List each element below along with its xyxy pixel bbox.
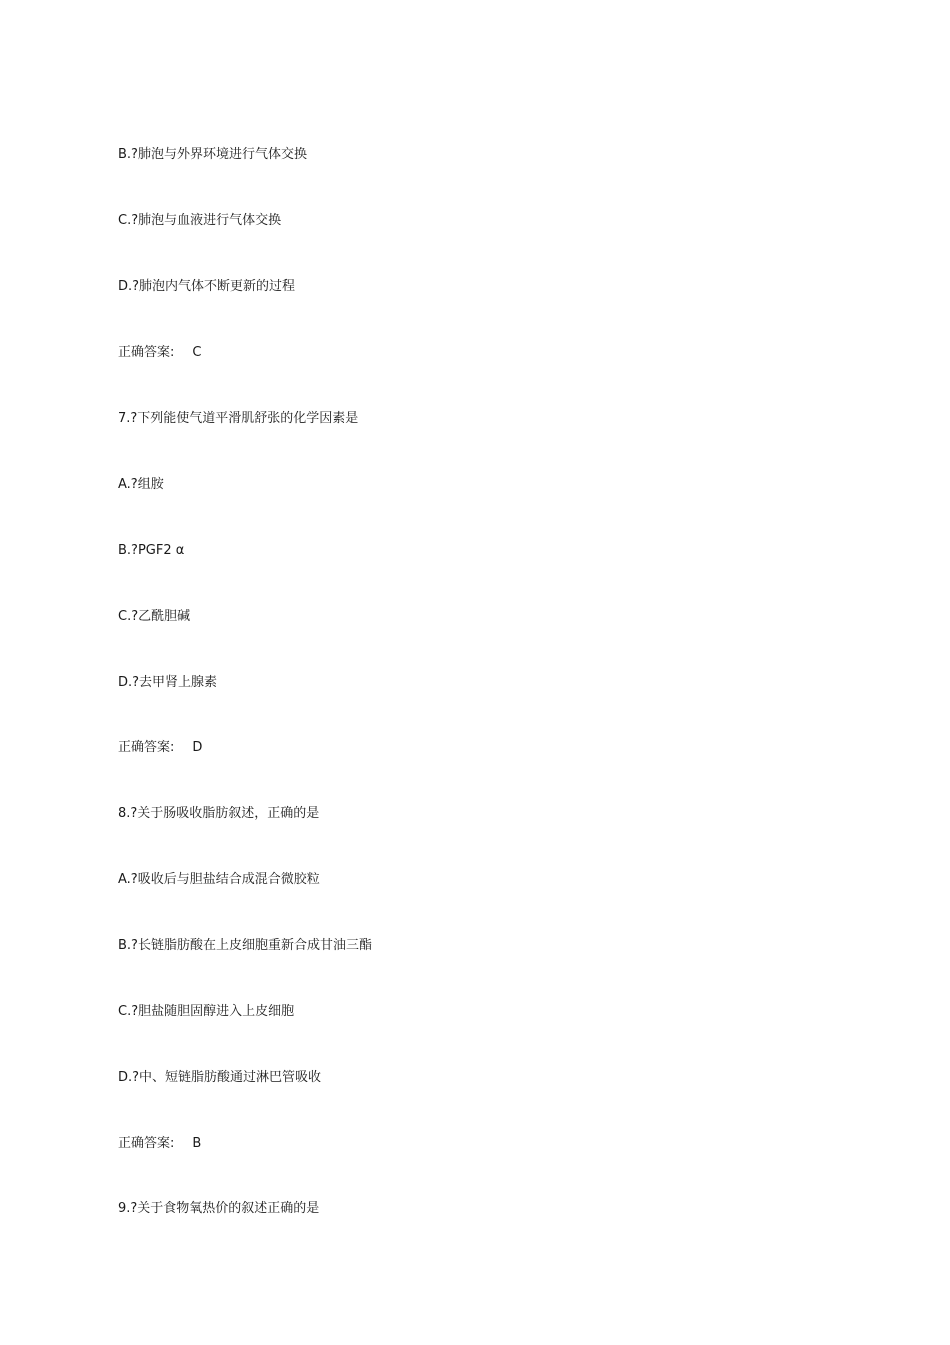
question-text: 7.?下列能使气道平滑肌舒张的化学因素是 <box>118 411 359 426</box>
answer-label: 正确答案: <box>118 1136 175 1151</box>
option-text: A.?组胺 <box>118 477 164 492</box>
answer-value: D <box>192 740 203 755</box>
answer-value: C <box>192 345 202 360</box>
question-text: 8.?关于肠吸收脂肪叙述，正确的是 <box>118 806 320 821</box>
answer-label: 正确答案: <box>118 345 175 360</box>
option-text: B.?肺泡与外界环境进行气体交换 <box>118 147 307 162</box>
option-text: C.?乙酰胆碱 <box>118 609 191 624</box>
correct-answer <box>118 1136 201 1152</box>
option-text: A.?吸收后与胆盐结合成混合微胶粒 <box>118 872 320 887</box>
option-text: C.?肺泡与血液进行气体交换 <box>118 213 282 228</box>
correct-answer <box>118 345 201 361</box>
option-text: B.?PGF2 α <box>118 543 185 558</box>
option-text: D.?肺泡内气体不断更新的过程 <box>118 279 296 294</box>
option-text: D.?中、短链脂肪酸通过淋巴管吸收 <box>118 1070 322 1085</box>
correct-answer <box>118 740 202 756</box>
option-text: B.?长链脂肪酸在上皮细胞重新合成甘油三酯 <box>118 938 372 953</box>
answer-label: 正确答案: <box>118 740 175 755</box>
question-text: 9.?关于食物氧热价的叙述正确的是 <box>118 1201 320 1216</box>
answer-value: B <box>192 1136 202 1151</box>
option-text: C.?胆盐随胆固醇进入上皮细胞 <box>118 1004 295 1019</box>
option-text: D.?去甲肾上腺素 <box>118 675 218 690</box>
